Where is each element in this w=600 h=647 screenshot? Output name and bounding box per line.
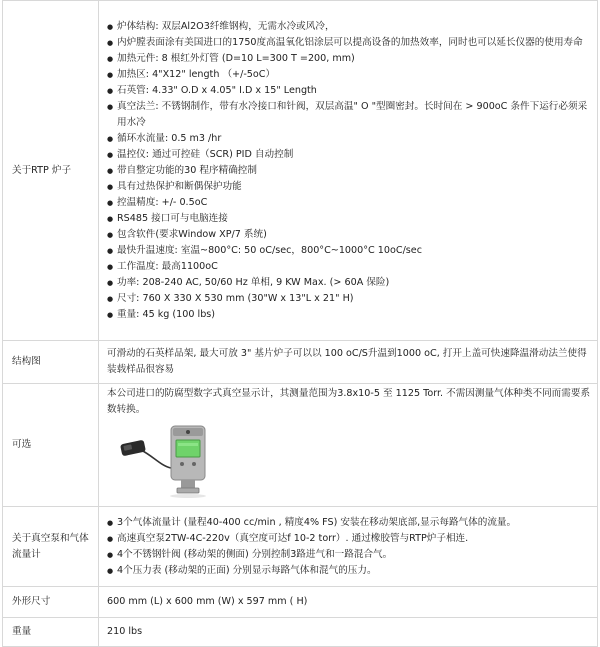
row-label-rtp: 关于RTP 炉子 (3, 1, 99, 341)
vacuum-gauge-illustration (109, 422, 219, 500)
pump-spec-list (107, 515, 593, 579)
table-row (3, 587, 598, 618)
list-item: ● 具有过热保护和断偶保护功能 (107, 179, 593, 195)
list-item: ● 加热区: 4"X12" length （+/-5oC） (107, 67, 593, 83)
list-item: ● 控温精度: +/- 0.5oC (107, 195, 593, 211)
row-label-weight: 重量 (3, 618, 99, 647)
list-item: ● 4个压力表 (移动架的正面) 分别显示每路气体和混气的压力。 (107, 563, 593, 579)
list-item: ● 重量: 45 kg (100 lbs) (107, 307, 593, 323)
table-row (3, 384, 598, 507)
list-item: ● 石英管: 4.33" O.D x 4.05" I.D x 15" Length (107, 83, 593, 99)
row-label-dims: 外形尺寸 (3, 587, 99, 618)
list-item: ● 内炉膛表面涂有美国进口的1750度高温氧化铝涂层可以提高设备的加热效率，同时也可以延长仪器的使用寿命 (107, 35, 593, 51)
list-item: ● 循环水流量: 0.5 m3 /hr (107, 131, 593, 147)
list-item: ● 包含软件(要求Window XP/7 系统) (107, 227, 593, 243)
row-label-optional: 可选 (3, 384, 99, 507)
list-item: ● 真空法兰: 不锈钢制作，带有水冷接口和针阀，双层高温" O "型圈密封。长时间在 > 900oC 条件下运行必须采用水冷 (107, 99, 593, 131)
row-label-structure: 结构图 (3, 341, 99, 384)
table-row (3, 1, 598, 341)
row-content-dims: 600 mm (L) x 600 mm (W) x 597 mm ( H) (99, 587, 598, 618)
list-item: ● 加热元件: 8 根红外灯管 (D=10 L=300 T =200, mm) (107, 51, 593, 67)
rtp-spec-list (107, 19, 593, 323)
table-row (3, 341, 598, 384)
row-content-rtp (99, 1, 598, 341)
spec-table (2, 0, 598, 647)
table-row (3, 507, 598, 587)
list-item: ● 3个气体流量计 (量程40-400 cc/min , 精度4% FS) 安装在移动架底部,显示每路气体的流量。 (107, 515, 593, 531)
list-item: ● 带自整定功能的30 程序精确控制 (107, 163, 593, 179)
table-row (3, 618, 598, 647)
row-content-optional (99, 384, 598, 507)
row-content-pump (99, 507, 598, 587)
list-item: ● 最快升温速度: 室温~800°C: 50 oC/sec，800°C~1000°C 10oC/sec (107, 243, 593, 259)
list-item: ● 温控仪: 通过可控硅（SCR) PID 自动控制 (107, 147, 593, 163)
optional-text: 本公司进口的防腐型数字式真空显示计，其测量范围为3.8x10-5 至 1125 Torr. 不需因测量气体种类不同而需要系数转换。 (107, 388, 591, 415)
structure-text: 可滑动的石英样品架, 最大可放 3" 基片炉子可以以 100 oC/S升温到1000 oC, 打开上盖可快速降温滑动法兰使得装载样品很容易 (107, 348, 587, 375)
row-content-weight: 210 lbs (99, 618, 598, 647)
list-item: ● 功率: 208-240 AC, 50/60 Hz 单相, 9 KW Max. (> 60A 保险) (107, 275, 593, 291)
list-item: ● 尺寸: 760 X 330 X 530 mm (30"W x 13"L x 21" H) (107, 291, 593, 307)
row-label-pump: 关于真空泵和气体流量计 (3, 507, 99, 587)
list-item: ● 工作温度: 最高1100oC (107, 259, 593, 275)
list-item: ● RS485 接口可与电脑连接 (107, 211, 593, 227)
list-item: ● 高速真空泵2TW-4C-220v（真空度可达f 10-2 torr）. 通过橡胶管与RTP炉子相连. (107, 531, 593, 547)
list-item: ● 4个不锈钢针阀 (移动架的侧面) 分别控制3路进气和一路混合气。 (107, 547, 593, 563)
row-content-structure (99, 341, 598, 384)
list-item: ● 炉体结构: 双层Al2O3纤维钢构，无需水冷或风冷， (107, 19, 593, 35)
vacuum-gauge-image (109, 422, 219, 500)
